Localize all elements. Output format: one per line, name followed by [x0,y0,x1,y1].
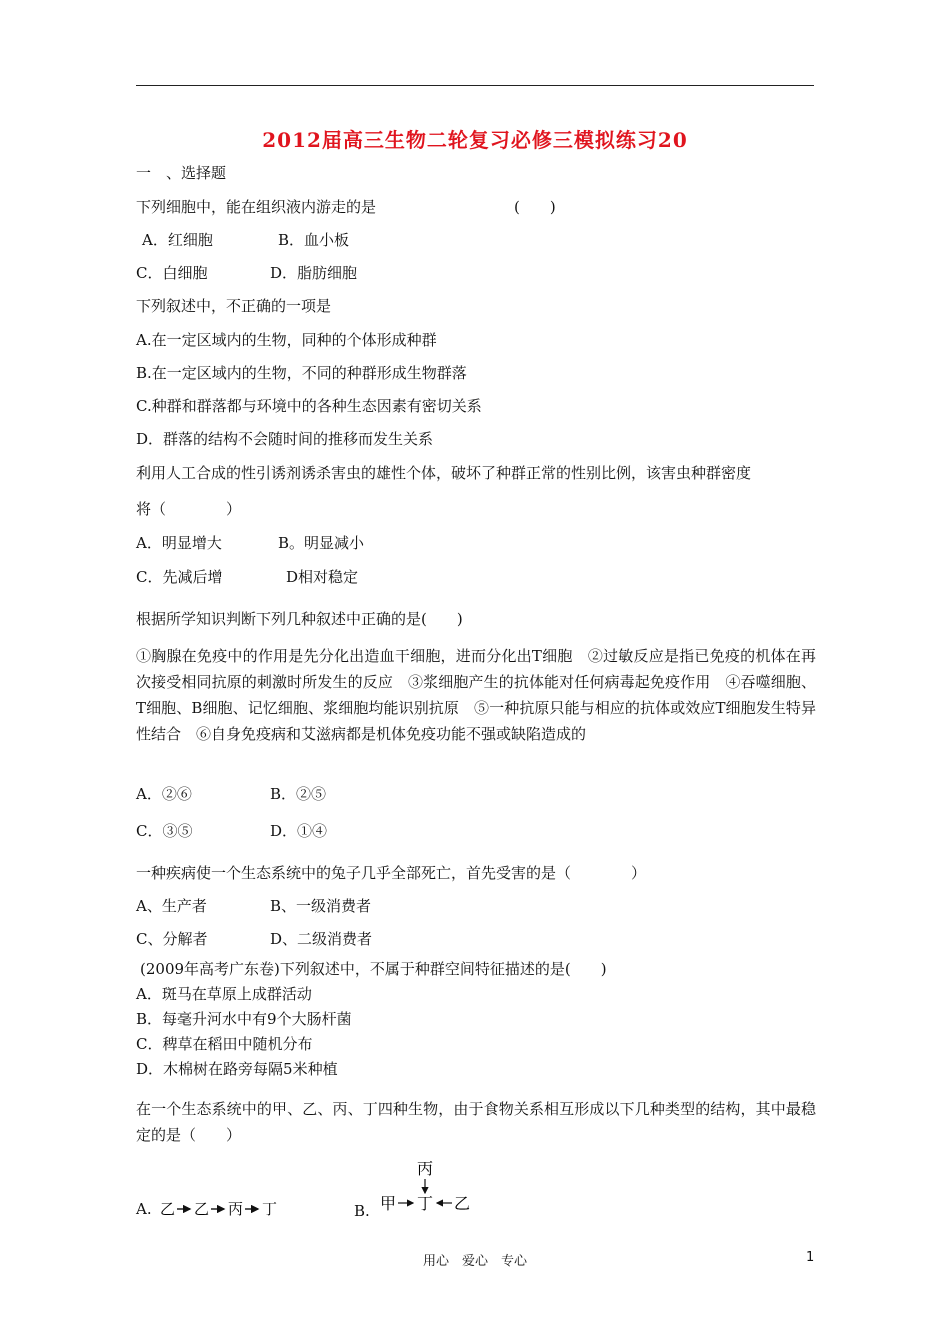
q1-stem: 下列细胞中，能在组织液内游走的是 [136,198,377,216]
q3-option-b: B。明显减小 [278,534,365,552]
q3-stem-line2: 将（ ） [136,500,242,518]
chain-node-3: 丙 [228,1200,244,1218]
chain-node-2: 乙 [194,1200,210,1218]
q7-option-a-label: A. [136,1200,152,1218]
header-rule [136,85,814,86]
q2-option-c: C.种群和群落都与环境中的各种生态因素有密切关系 [136,397,482,415]
q3-option-a: A．明显增大 [136,534,222,552]
q1-option-c: C．白细胞 [136,264,208,282]
q3-option-d: D相对稳定 [286,568,359,586]
q2-stem: 下列叙述中，不正确的一项是 [136,297,332,315]
chain-node-1: 乙 [160,1200,176,1218]
web-node-top: 丙 [417,1159,434,1178]
q3-option-c: C．先减后增 [136,568,223,586]
q1-answer-paren: ( ) [514,198,556,216]
page-title: 2012届高三生物二轮复习必修三模拟练习20 [262,128,688,152]
q4-option-c: C．③⑤ [136,822,193,840]
q1-option-b: B．血小板 [278,231,350,249]
q2-option-b: B.在一定区域内的生物，不同的种群形成生物群落 [136,364,467,382]
q5-option-a: A、生产者 [136,897,207,915]
q6-option-a: A．斑马在草原上成群活动 [136,985,312,1003]
web-node-left: 甲 [380,1194,397,1213]
q7-option-b-web [376,1156,476,1222]
q2-option-a: A.在一定区域内的生物，同种的个体形成种群 [136,331,437,349]
web-node-center: 丁 [417,1194,434,1213]
q7-stem: 在一个生态系统中的甲、乙、丙、丁四种生物，由于食物关系相互形成以下几种类型的结构，其中最稳定的是（ ） [136,1100,816,1144]
section-heading: 一 、选择题 [136,164,227,182]
q7-option-a-chain [158,1194,288,1224]
q1-option-a: A．红细胞 [142,231,213,249]
q6-option-c: C．稗草在稻田中随机分布 [136,1035,313,1053]
q3-stem-line1: 利用人工合成的性引诱剂诱杀害虫的雄性个体，破坏了种群正常的性别比例，该害虫种群密度 [136,464,752,482]
q5-stem: 一种疾病使一个生态系统中的兔子几乎全部死亡，首先受害的是（ ） [136,864,647,882]
web-node-right: 乙 [454,1194,471,1213]
page-footer: 用心 爱心 专心 [422,1254,527,1269]
q4-option-a: A．②⑥ [136,785,192,803]
q6-stem: (2009年高考广东卷)下列叙述中，不属于种群空间特征描述的是( ) [140,960,607,978]
q1-option-d: D．脂肪细胞 [270,264,358,282]
q5-option-b: B、一级消费者 [270,897,372,915]
q6-option-d: D．木棉树在路旁每隔5米种植 [136,1060,338,1078]
q4-stem: 根据所学知识判断下列几种叙述中正确的是( ) [136,610,463,628]
q6-option-b: B．每毫升河水中有9个大肠杆菌 [136,1010,352,1028]
q5-option-c: C、分解者 [136,930,208,948]
chain-node-4: 丁 [262,1200,278,1218]
q5-option-d: D、二级消费者 [270,930,373,948]
page-number: 1 [806,1250,815,1265]
q2-option-d: D．群落的结构不会随时间的推移而发生关系 [136,430,434,448]
q4-option-d: D．①④ [270,822,328,840]
q4-option-b: B．②⑤ [270,785,327,803]
q4-statements: ①胸腺在免疫中的作用是先分化出造血干细胞，进而分化出T细胞 ②过敏反应是指已免疫的机体在再次接受相同抗原的刺激时所发生的反应 ③浆细胞产生的抗体能对任何病毒起免疫作用 ④吞噬细胞、T细胞、B细胞、记忆细胞、浆细胞均能识别抗原 ⑤一种抗原只能与相应的抗体或效应T细胞发生特异性结合 ⑥自身免疫病和艾滋病都是机体免疫功能不强或缺陷造成的 [136,647,816,743]
q7-option-b-label: B. [354,1202,370,1220]
